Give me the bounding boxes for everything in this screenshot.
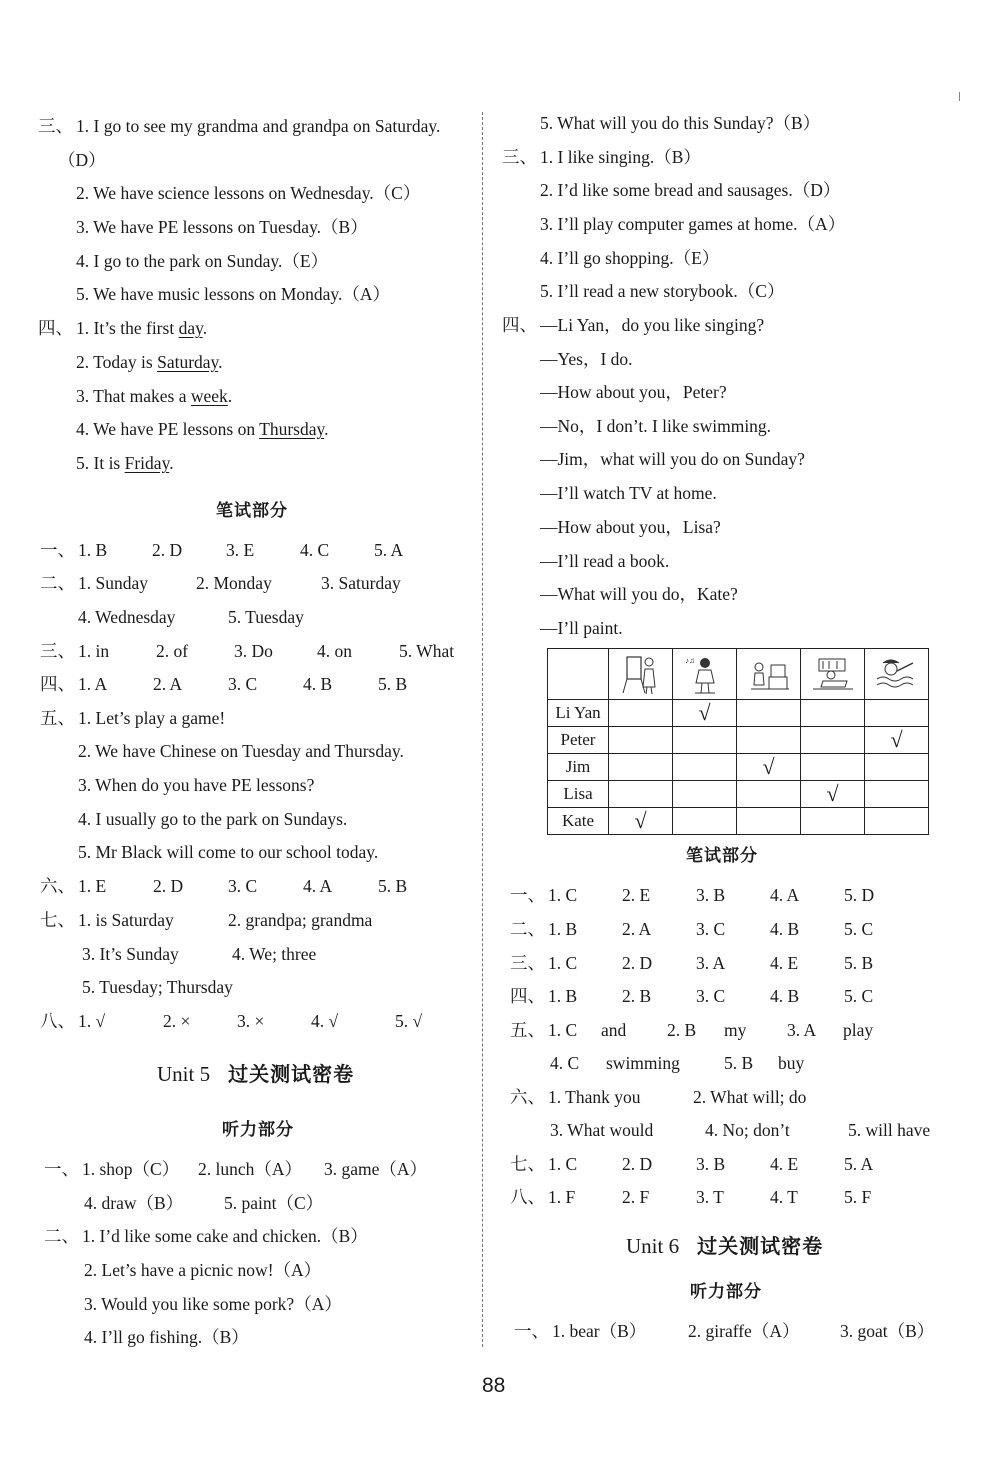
answer-item: 1. in	[78, 641, 110, 661]
answer-item: 1. C	[548, 1154, 578, 1174]
table-cell	[673, 781, 737, 808]
table-cell	[609, 754, 673, 781]
answer-text: .	[169, 453, 174, 473]
dialogue-line: —What will you do，Kate?	[540, 584, 738, 604]
table-row	[548, 808, 929, 835]
answer-line	[510, 1086, 806, 1108]
section-marker: 五、	[510, 1020, 545, 1040]
dialogue-line: —I’ll watch TV at home.	[540, 483, 717, 503]
section-marker: 一、	[44, 1159, 79, 1179]
dialogue-line: —Yes，I do.	[540, 349, 633, 369]
answer-text: 1. I’d like some cake and chicken.（B）	[82, 1226, 368, 1246]
answer-item: 2. D	[153, 876, 184, 896]
answer-item: 1. B	[548, 919, 578, 939]
answer-line	[510, 1019, 873, 1041]
dialogue-line: —I’ll read a book.	[540, 551, 670, 571]
answer-item: 5. B	[844, 953, 874, 973]
answer-item: 2. B	[622, 986, 652, 1006]
section-marker: 六、	[40, 876, 75, 896]
dialogue-line	[502, 314, 764, 336]
table-cell	[737, 781, 801, 808]
table-cell: √	[801, 781, 865, 808]
section-marker: 四、	[38, 318, 73, 338]
answer-item: 3. game（A）	[324, 1159, 428, 1179]
answer-item: 4. E	[770, 1154, 799, 1174]
section-heading: 笔试部分	[216, 501, 288, 521]
answer-text: .	[218, 352, 223, 372]
answer-item: 5. paint（C）	[224, 1193, 324, 1213]
answer-item: swimming	[606, 1053, 680, 1073]
answer-item: 2. ×	[163, 1011, 191, 1031]
answer-line: 5. We have music lessons on Monday.（A）	[76, 284, 391, 304]
answer-item: 4. Wednesday	[78, 607, 176, 627]
section-marker: 七、	[40, 910, 75, 930]
section-marker: 一、	[510, 885, 545, 905]
dialogue-line: —I’ll paint.	[540, 618, 623, 638]
table-cell	[865, 808, 929, 835]
answer-line: 3. We have PE lessons on Tuesday.（B）	[76, 217, 368, 237]
answer-text: 5. It is	[76, 453, 125, 473]
answer-line: 3. Would you like some pork?（A）	[84, 1294, 342, 1314]
answer-item: 5. √	[395, 1011, 423, 1031]
answer-item: 2. D	[622, 1154, 653, 1174]
answer-item: 3. C	[696, 919, 726, 939]
answer-item: 2. B	[667, 1020, 697, 1040]
answer-line: 5. What will you do this Sunday?（B）	[540, 113, 821, 133]
answer-item: 1. B	[78, 540, 108, 560]
answer-item: 1. A	[78, 674, 108, 694]
unit-title: 过关测试密卷	[697, 1234, 824, 1258]
section-marker: 二、	[40, 573, 75, 593]
answer-text: .	[202, 318, 208, 338]
table-cell	[673, 754, 737, 781]
answer-item: 2. Monday	[196, 573, 272, 593]
row-name: Lisa	[548, 781, 609, 808]
answer-item: and	[601, 1020, 627, 1040]
answer-text: 1. Let’s play a game!	[78, 708, 226, 728]
answer-item: 2. F	[622, 1187, 650, 1207]
table-cell	[609, 727, 673, 754]
answer-text: 4. We have PE lessons on	[76, 419, 260, 439]
answer-item: 5. F	[844, 1187, 872, 1207]
answer-line	[550, 1052, 804, 1074]
singing-icon	[673, 649, 737, 700]
answer-line: 4. I’ll go fishing.（B）	[84, 1327, 249, 1347]
answer-item: 2. of	[156, 641, 189, 661]
section-marker: 一、	[40, 540, 75, 560]
answer-item: play	[843, 1020, 874, 1040]
unit-number: Unit 6	[626, 1234, 680, 1258]
answer-item: 1. √	[78, 1011, 106, 1031]
section-marker: 六、	[510, 1087, 545, 1107]
answer-item: 3. A	[787, 1020, 817, 1040]
section-marker: 二、	[44, 1226, 79, 1246]
row-name: Li Yan	[548, 700, 609, 727]
answer-item: 3. Saturday	[321, 573, 401, 593]
table-cell	[801, 727, 865, 754]
table-cell	[737, 808, 801, 835]
section-marker: 七、	[510, 1154, 545, 1174]
answer-item: 3. C	[228, 674, 258, 694]
section-marker: 八、	[510, 1187, 545, 1207]
answer-item: 4. We; three	[232, 944, 317, 964]
page-number: 88	[482, 1374, 506, 1397]
table-corner	[548, 649, 609, 700]
answer-item: 4. A	[770, 885, 800, 905]
answer-item: 4. B	[770, 986, 800, 1006]
answer-item: 4. √	[311, 1011, 339, 1031]
table-cell	[737, 727, 801, 754]
section-marker: 三、	[510, 953, 545, 973]
table-cell	[609, 781, 673, 808]
answer-line: 2. Let’s have a picnic now!（A）	[84, 1260, 322, 1280]
answer-item: 2. A	[622, 919, 652, 939]
table-header-row	[548, 649, 929, 700]
answer-item: 1. Sunday	[78, 573, 148, 593]
svg-text:♪♫: ♪♫	[684, 656, 695, 665]
answer-text: 2. Today is	[76, 352, 158, 372]
answer-item: 3. E	[226, 540, 255, 560]
section-marker: 四、	[510, 986, 545, 1006]
table-cell	[801, 700, 865, 727]
section-heading: 听力部分	[690, 1282, 762, 1302]
section-marker: 二、	[510, 919, 545, 939]
answer-item: 1. E	[78, 876, 107, 896]
answer-item: 1. C	[548, 1020, 578, 1040]
answer-line	[510, 985, 873, 1007]
answer-item: 5. will have	[848, 1120, 931, 1140]
underlined-answer: Friday	[124, 453, 170, 473]
answer-item: 1. C	[548, 953, 578, 973]
answer-line	[510, 1186, 871, 1208]
section-marker: 三、	[40, 641, 75, 661]
row-name: Peter	[548, 727, 609, 754]
answer-item: 5. Tuesday	[228, 607, 304, 627]
answer-item: 3. What would	[550, 1120, 654, 1140]
answer-item: 1. shop（C）	[82, 1159, 180, 1179]
section-heading: 听力部分	[222, 1120, 294, 1140]
underlined-answer: week	[190, 386, 228, 406]
answer-item: 5. C	[844, 919, 874, 939]
answer-item: 5. D	[844, 885, 875, 905]
answer-item: 3. B	[696, 885, 726, 905]
table-cell	[801, 808, 865, 835]
table-cell: √	[673, 700, 737, 727]
dialogue-line: —How about you，Lisa?	[540, 517, 721, 537]
section-marker: 八、	[40, 1011, 75, 1031]
answer-item: 2. giraffe（A）	[688, 1321, 800, 1341]
unit-number: Unit 5	[157, 1062, 211, 1086]
answer-line	[514, 1320, 934, 1342]
section-marker: 三、	[502, 147, 537, 167]
answer-line: 2. We have science lessons on Wednesday.（C）	[76, 183, 421, 203]
answer-line: 2. We have Chinese on Tuesday and Thursday.	[78, 741, 404, 761]
section-marker: 四、	[40, 674, 75, 694]
answer-line: 3. When do you have PE lessons?	[78, 775, 315, 795]
painting-icon	[609, 649, 673, 700]
underlined-answer: day	[178, 318, 203, 338]
section-marker: 五、	[40, 708, 75, 728]
table-cell	[865, 754, 929, 781]
answer-line: 5. Mr Black will come to our school today.	[78, 842, 379, 862]
table-row	[548, 700, 929, 727]
answer-line	[510, 952, 873, 974]
table-cell	[609, 700, 673, 727]
table-row	[548, 727, 929, 754]
answer-item: 5. B	[724, 1053, 754, 1073]
unit-title: 过关测试密卷	[228, 1062, 355, 1086]
table-cell: √	[865, 727, 929, 754]
answer-item: 3. Do	[234, 641, 273, 661]
unit-heading	[626, 1230, 823, 1259]
answer-text: 1. I like singing.（B）	[540, 147, 701, 167]
answer-item: 5. A	[844, 1154, 874, 1174]
answer-line: 4. I go to the park on Sunday.（E）	[76, 251, 329, 271]
answer-item: 4. A	[303, 876, 333, 896]
answer-item: 4. E	[770, 953, 799, 973]
answer-line: 3. I’ll play computer games at home.（A）	[540, 214, 846, 234]
answer-line	[502, 146, 701, 168]
swimming-icon	[865, 649, 929, 700]
answer-item: 5. What	[399, 641, 455, 661]
answer-item: 3. C	[228, 876, 258, 896]
row-name: Jim	[548, 754, 609, 781]
answer-item: 5. B	[378, 876, 408, 896]
answer-item: 2. lunch（A）	[198, 1159, 303, 1179]
answer-item: 3. It’s Sunday	[82, 944, 179, 964]
answer-line	[510, 884, 874, 906]
reading-icon	[801, 649, 865, 700]
answer-item: buy	[778, 1053, 805, 1073]
answer-item: 2. grandpa; grandma	[228, 910, 373, 930]
answer-item: 5. A	[374, 540, 404, 560]
dialogue-line: —Jim，what will you do on Sunday?	[540, 449, 805, 469]
answer-text: 1. It’s the first	[76, 318, 179, 338]
answer-item: 1. B	[548, 986, 578, 1006]
table-cell	[865, 781, 929, 808]
answer-text: 1. I go to see my grandma and grandpa on Saturday.	[76, 116, 441, 136]
answer-item: 3. A	[696, 953, 726, 973]
table-cell	[737, 700, 801, 727]
answer-item: 4. C	[300, 540, 330, 560]
answer-item: 1. C	[548, 885, 578, 905]
answer-line: 5. Tuesday; Thursday	[82, 977, 233, 997]
answer-item: 1. is Saturday	[78, 910, 174, 930]
underlined-answer: Thursday	[259, 419, 325, 439]
answer-item: 4. B	[770, 919, 800, 939]
answer-item: 2. D	[152, 540, 183, 560]
answer-text: .	[324, 419, 329, 439]
answer-item: 1. Thank you	[548, 1087, 641, 1107]
answer-item: 4. No; don’t	[705, 1120, 790, 1140]
section-marker: 一、	[514, 1321, 549, 1341]
answer-line: （D）	[58, 150, 106, 170]
activity-table	[547, 648, 929, 835]
answer-line: 4. I usually go to the park on Sundays.	[78, 809, 348, 829]
answer-line: 5. I’ll read a new storybook.（C）	[540, 281, 785, 301]
answer-line	[510, 1153, 873, 1175]
table-cell: √	[737, 754, 801, 781]
answer-item: 5. C	[844, 986, 874, 1006]
table-cell	[673, 727, 737, 754]
answer-item: 3. B	[696, 1154, 726, 1174]
answer-item: 1. bear（B）	[552, 1321, 647, 1341]
answer-item: 3. ×	[237, 1011, 265, 1031]
table-cell	[801, 754, 865, 781]
answer-text: 3. That makes a	[76, 386, 191, 406]
section-marker: 三、	[38, 116, 73, 136]
answer-item: 1. F	[548, 1187, 576, 1207]
dialogue-line: —How about you，Peter?	[540, 382, 727, 402]
answer-item: 4. on	[317, 641, 352, 661]
answer-item: 3. goat（B）	[840, 1321, 935, 1341]
table-row	[548, 781, 929, 808]
answer-item: 3. T	[696, 1187, 724, 1207]
answer-item: 2. A	[153, 674, 183, 694]
table-cell: √	[609, 808, 673, 835]
answer-item: 4. B	[303, 674, 333, 694]
answer-line: 2. I’d like some bread and sausages.（D）	[540, 180, 841, 200]
answer-item: 4. C	[550, 1053, 580, 1073]
dialogue-text: —Li Yan，do you like singing?	[540, 315, 765, 335]
answer-item: 4. T	[770, 1187, 798, 1207]
dialogue-line: —No，I don’t. I like swimming.	[540, 416, 772, 436]
answer-line	[510, 918, 873, 940]
watching-tv-icon	[737, 649, 801, 700]
answer-item: 3. C	[696, 986, 726, 1006]
answer-item: 2. E	[622, 885, 651, 905]
answer-item: 4. draw（B）	[84, 1193, 184, 1213]
section-heading: 笔试部分	[686, 846, 758, 866]
table-row	[548, 754, 929, 781]
section-marker: 四、	[502, 315, 537, 335]
answer-item: 2. D	[622, 953, 653, 973]
answer-text: .	[227, 386, 233, 406]
answer-item: 5. B	[378, 674, 408, 694]
answer-item: my	[724, 1020, 747, 1040]
answer-line: 4. I’ll go shopping.（E）	[540, 248, 720, 268]
table-cell	[673, 808, 737, 835]
answer-line	[550, 1119, 930, 1141]
underlined-answer: Saturday	[157, 352, 219, 372]
answer-item: 2. What will; do	[693, 1087, 807, 1107]
table-cell	[865, 700, 929, 727]
row-name: Kate	[548, 808, 609, 835]
